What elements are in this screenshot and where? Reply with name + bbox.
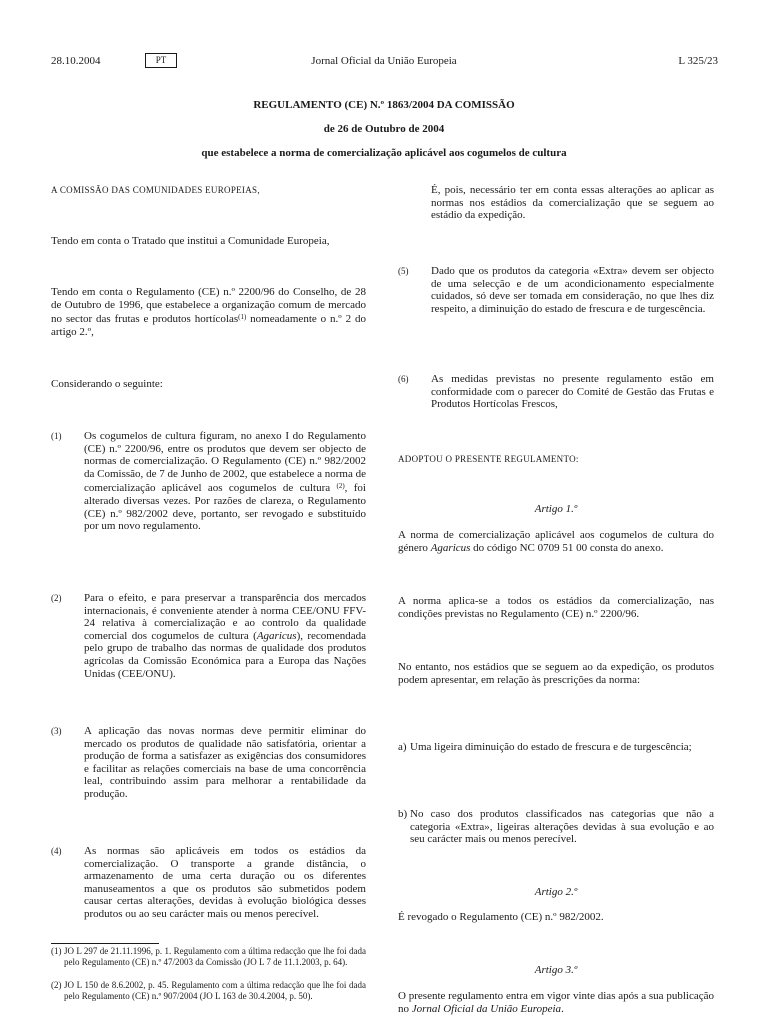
article-2-heading: Artigo 2.º <box>534 886 578 898</box>
language-badge: PT <box>145 53 177 68</box>
footnote-divider <box>51 943 159 944</box>
recital-4-continuation: É, pois, necessário ter em conta essas alterações ao aplicar as normas nos estádios da comercialização que se seguem ao estádio da expedição. <box>431 184 714 222</box>
article-2-text: É revogado o Regulamento (CE) n.º 982/2002. <box>398 911 604 923</box>
article-1-heading: Artigo 1.º <box>534 503 578 515</box>
recital-number: (3) <box>51 726 62 736</box>
recital-number: (5) <box>398 266 409 276</box>
recital-number: (4) <box>51 846 62 856</box>
adopted-statement: ADOPTOU O PRESENTE REGULAMENTO: <box>398 454 579 464</box>
article-1-paragraph-1: A norma de comercialização aplicável aos cogumelos de cultura do género Agaricus do código NC 0709 51 00 consta do anexo. <box>398 529 714 554</box>
recital-number: (2) <box>51 593 62 603</box>
article-1-paragraph-3: No entanto, nos estádios que se seguem ao da expedição, os produtos podem apresentar, em relação às prescrições da norma: <box>398 661 714 686</box>
recital-4: (4) As normas são aplicáveis em todos os estádios da comercialização. O transporte a grande distância, o armazenamento de uma certa duração ou os diferentes manuseamentos a que os produtos são submetidos podem causar certas alterações, devidas à evolução biológica desses produtos ou ao seu carácter mais ou menos perecível. <box>51 845 366 920</box>
recital-3: (3) A aplicação das novas normas deve permitir eliminar do mercado os produtos de qualidade não satisfatória, orientar a produção de forma a satisfazer as exigências dos consumidores e facilitar as relações comerciais na base de uma concorrência leal, contribuindo assim para melhorar a rentabilidade da produção. <box>51 725 366 800</box>
recital-number: (6) <box>398 374 409 384</box>
regulation-date: de 26 de Outubro de 2004 <box>323 123 445 135</box>
recital-number: (1) <box>51 431 62 441</box>
footnote-ref-1: (1) <box>238 313 247 322</box>
article-3-text: O presente regulamento entra em vigor vinte dias após a sua publicação no Jornal Oficial da União Europeia. <box>398 990 714 1015</box>
recital-2: (2) Para o efeito, e para preservar a transparência dos mercados internacionais, é conveniente atender à norma CEE/ONU FFV-24 relativa à comercialização e ao controlo da qualidade comercial dos cogumelos de cultura (Agaricus), recomendada pelo grupo de trabalho das normas de qualidade dos produtos agrícolas da Comissão Económica para a Europa das Nações Unidas (CEE/ONU). <box>51 592 366 680</box>
intro-commission: A COMISSÃO DAS COMUNIDADES EUROPEIAS, <box>51 185 260 195</box>
article-1-paragraph-2: A norma aplica-se a todos os estádios da comercialização, nas condições previstas no Regulamento (CE) n.º 2200/96. <box>398 595 714 620</box>
regulation-title: REGULAMENTO (CE) N.º 1863/2004 DA COMISSÃO <box>253 99 515 111</box>
journal-title: Jornal Oficial da União Europeia <box>311 55 457 67</box>
list-item-b: b) No caso dos produtos classificados nas categorias que não a categoria «Extra», ligeiras alterações devidas à sua evolução e ao seu carácter mais ou menos perecível. <box>398 808 714 846</box>
recital-6: (6) As medidas previstas no presente regulamento estão em conformidade com o parecer do Comité de Gestão das Frutas e Produtos Hortícolas Frescos, <box>398 373 714 411</box>
paragraph-regulation-basis: Tendo em conta o Regulamento (CE) n.º 2200/96 do Conselho, de 28 de Outubro de 1996, que estabelece a organização comum de mercado no sector das frutas e produtos hortícolas$^{(1)}$ nomeadamente o n.º 2 do artigo 2.º, <box>51 286 366 338</box>
paragraph-treaty: Tendo em conta o Tratado que institui a Comunidade Europeia, <box>51 235 330 247</box>
page-reference: L 325/23 <box>678 55 718 67</box>
list-item-a: a) Uma ligeira diminuição do estado de frescura e de turgescência; <box>398 741 692 753</box>
paragraph-considering: Considerando o seguinte: <box>51 378 163 390</box>
recital-1: (1) Os cogumelos de cultura figuram, no anexo I do Regulamento (CE) n.º 2200/96, entre os produtos que devem ser objecto de normas de comercialização. O Regulamento (CE) n.º 982/2002 da Comissão, de 7 de Junho de 2002, que estabelece a norma de comercialização aplicável aos cogumelos de cultura $^{(2)}$, foi alterado diversas vezes. Por razões de clareza, o Regulamento (CE) n.º 982/2002 deve, portanto, ser revogado e substituído por um novo regulamento. <box>51 430 366 533</box>
recital-5: (5) Dado que os produtos da categoria «Extra» devem ser objecto de uma selecção e de um acondicionamento especialmente cuidados, só deve ser tomada em consideração, no que lhes diz respeito, a diminuição do estado de frescura e de turgescência. <box>398 265 714 315</box>
footnote-2: (2) JO L 150 de 8.6.2002, p. 45. Regulamento com a última redacção que lhe foi dada pelo Regulamento (CE) n.º 907/2004 (JO L 163 de 30.4.2004, p. 50). <box>51 980 366 1001</box>
footnote-ref-2: (2) <box>336 482 345 491</box>
article-3-heading: Artigo 3.º <box>534 964 578 976</box>
header-date: 28.10.2004 <box>51 55 101 67</box>
footnote-1: (1) JO L 297 de 21.11.1996, p. 1. Regulamento com a última redacção que lhe foi dada pelo Regulamento (CE) n.º 47/2003 da Comissão (JO L 7 de 11.1.2003, p. 64). <box>51 946 366 967</box>
regulation-subject: que estabelece a norma de comercialização aplicável aos cogumelos de cultura <box>201 147 567 159</box>
